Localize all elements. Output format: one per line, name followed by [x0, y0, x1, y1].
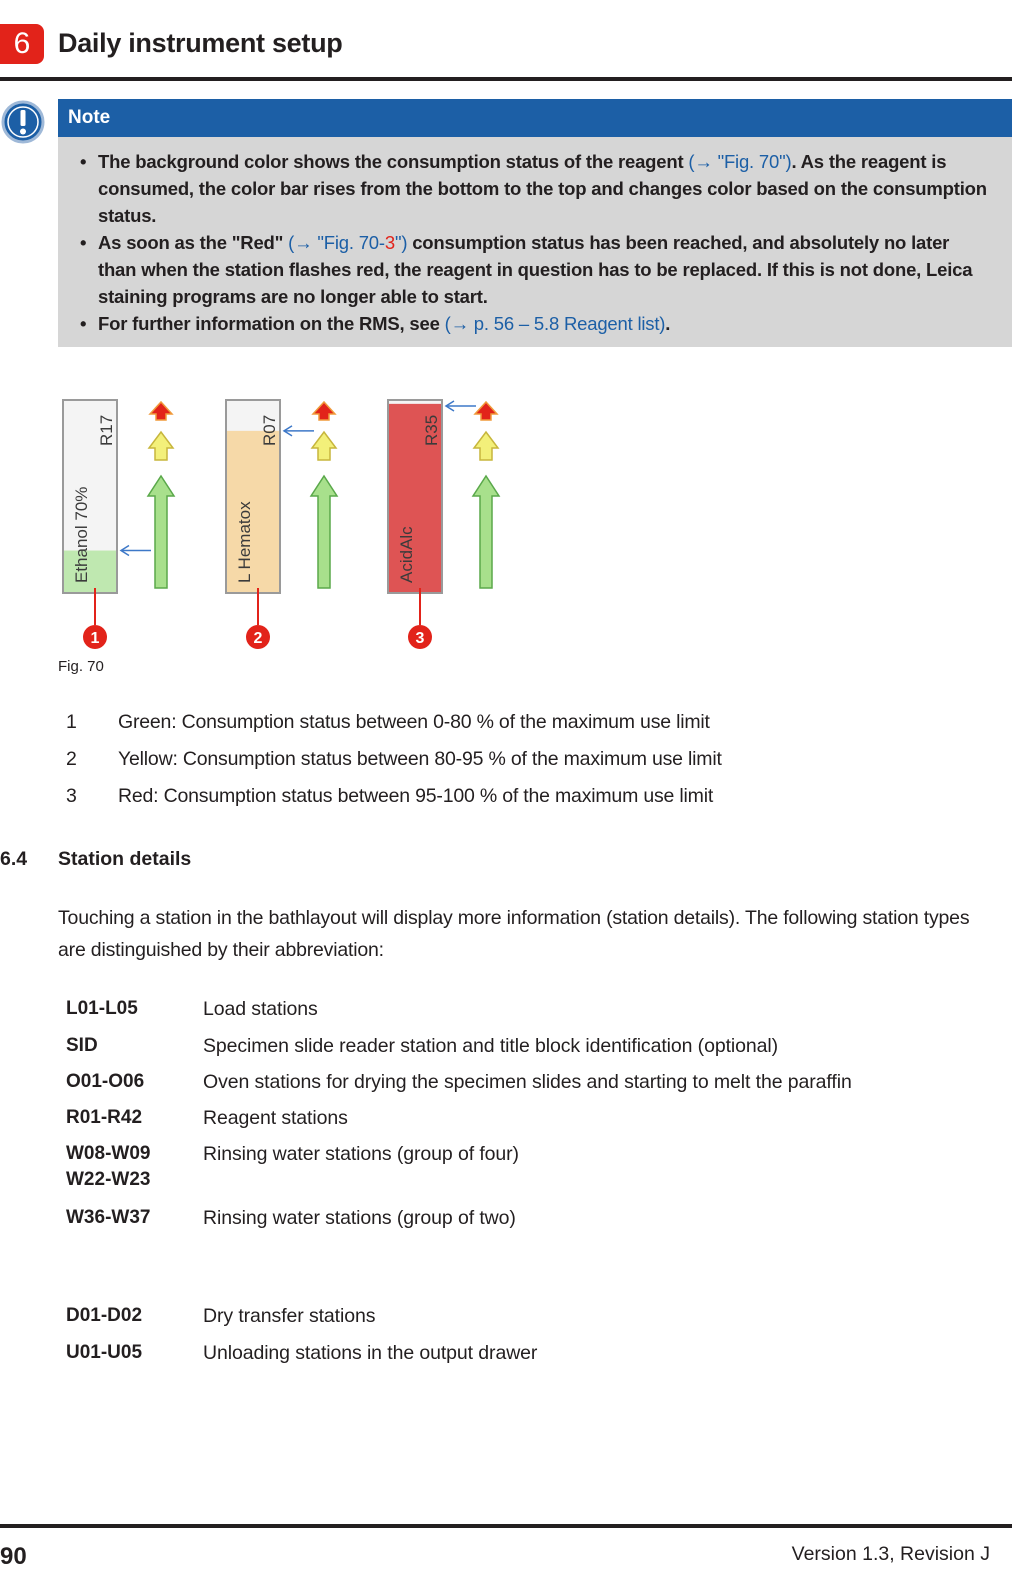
- info-icon: [0, 99, 46, 145]
- station-description: Unloading stations in the output drawer: [203, 1342, 538, 1364]
- legend-item: [66, 748, 722, 771]
- note-item: [80, 148, 992, 229]
- legend-number: 3: [66, 785, 77, 807]
- station-code: R01-R42: [66, 1107, 143, 1128]
- legend-text: Green: Consumption status between 0-80 % of the maximum use limit: [118, 711, 710, 733]
- legend-item: [66, 785, 713, 808]
- section-title: Station details: [58, 848, 192, 870]
- footer-divider: [0, 1524, 1012, 1528]
- green-status-arrow: [473, 476, 499, 588]
- station-code: W36-W37: [66, 1207, 151, 1228]
- callout-number: 3: [415, 630, 425, 647]
- version-label: Version 1.3, Revision J: [791, 1543, 990, 1565]
- page-link[interactable]: (→ p. 56 – 5.8 Reagent list): [444, 313, 666, 334]
- yellow-status-arrow: [149, 432, 173, 460]
- station-name-label: Ethanol 70%: [72, 486, 91, 583]
- reagent-status-figure: [58, 388, 578, 658]
- red-status-arrow: [313, 402, 335, 420]
- note-body: [58, 137, 1012, 347]
- station-code: U01-U05: [66, 1342, 143, 1363]
- station-code: W08-W09: [66, 1143, 151, 1164]
- station-description: Dry transfer stations: [203, 1305, 376, 1327]
- legend-text: Red: Consumption status between 95-100 % of the maximum use limit: [118, 785, 714, 807]
- station-code: W22-W23: [66, 1169, 151, 1190]
- station-code-label: R07: [260, 414, 279, 446]
- figure-link-end[interactable]: "): [394, 232, 408, 253]
- station-name-label: L Hematox: [235, 501, 254, 583]
- page-number: 90: [0, 1543, 27, 1570]
- green-status-arrow: [148, 476, 174, 588]
- figure-link[interactable]: (→ "Fig. 70-: [288, 232, 385, 253]
- figure-link-marker[interactable]: 3: [384, 232, 395, 253]
- note-item: [80, 310, 992, 337]
- legend-number: 2: [66, 748, 77, 770]
- note-text: . As the reagent is consumed, the color bar rises from the bottom to the top and changes color based on the consumption status.: [98, 151, 987, 226]
- header-divider: [0, 77, 1012, 81]
- note-text: consumption status has been reached, and absolutely no later than when the station flashes red, the reagent in question has to be replaced. If this is not done, Leica staining programs are no longer able to start.: [98, 232, 973, 307]
- legend-item: [66, 711, 710, 734]
- callout-number: 2: [253, 630, 263, 647]
- figure-caption: Fig. 70: [58, 658, 104, 675]
- chapter-title: Daily instrument setup: [58, 28, 343, 58]
- red-status-arrow: [475, 402, 497, 420]
- station-code-label: R35: [422, 414, 441, 446]
- note-text: .: [665, 313, 671, 334]
- station-code-label: R17: [97, 414, 116, 446]
- legend-text: Yellow: Consumption status between 80-95 % of the maximum use limit: [118, 748, 722, 770]
- station-description: Reagent stations: [203, 1107, 348, 1129]
- station-description: Rinsing water stations (group of four): [203, 1143, 519, 1165]
- legend-number: 1: [66, 711, 77, 733]
- figure-link[interactable]: (→ "Fig. 70"): [688, 151, 792, 172]
- station-description: Load stations: [203, 998, 318, 1020]
- station-code: SID: [66, 1035, 98, 1056]
- green-status-arrow: [311, 476, 337, 588]
- station-description: Oven stations for drying the specimen slides and starting to melt the paraffin: [203, 1071, 852, 1093]
- station-code: D01-D02: [66, 1305, 143, 1326]
- chapter-number-tab: 6: [0, 24, 44, 64]
- red-status-arrow: [150, 402, 172, 420]
- note-text: As soon as the "Red": [98, 232, 289, 253]
- station-description: Rinsing water stations (group of two): [203, 1207, 516, 1229]
- section-intro: Touching a station in the bathlayout will display more information (station details). The following station types are distinguished by their abbreviation:: [58, 907, 970, 961]
- note-text: The background color shows the consumption status of the reagent: [98, 151, 689, 172]
- note-text: For further information on the RMS, see: [98, 313, 445, 334]
- note-title: Note: [58, 99, 1012, 137]
- station-name-label: AcidAlc: [397, 526, 416, 583]
- section-number: 6.4: [0, 848, 28, 870]
- station-code: L01-L05: [66, 998, 138, 1019]
- yellow-status-arrow: [312, 432, 336, 460]
- yellow-status-arrow: [474, 432, 498, 460]
- callout-number: 1: [90, 630, 100, 647]
- station-code: O01-O06: [66, 1071, 145, 1092]
- note-item: [80, 229, 992, 310]
- station-description: Specimen slide reader station and title block identification (optional): [203, 1035, 778, 1057]
